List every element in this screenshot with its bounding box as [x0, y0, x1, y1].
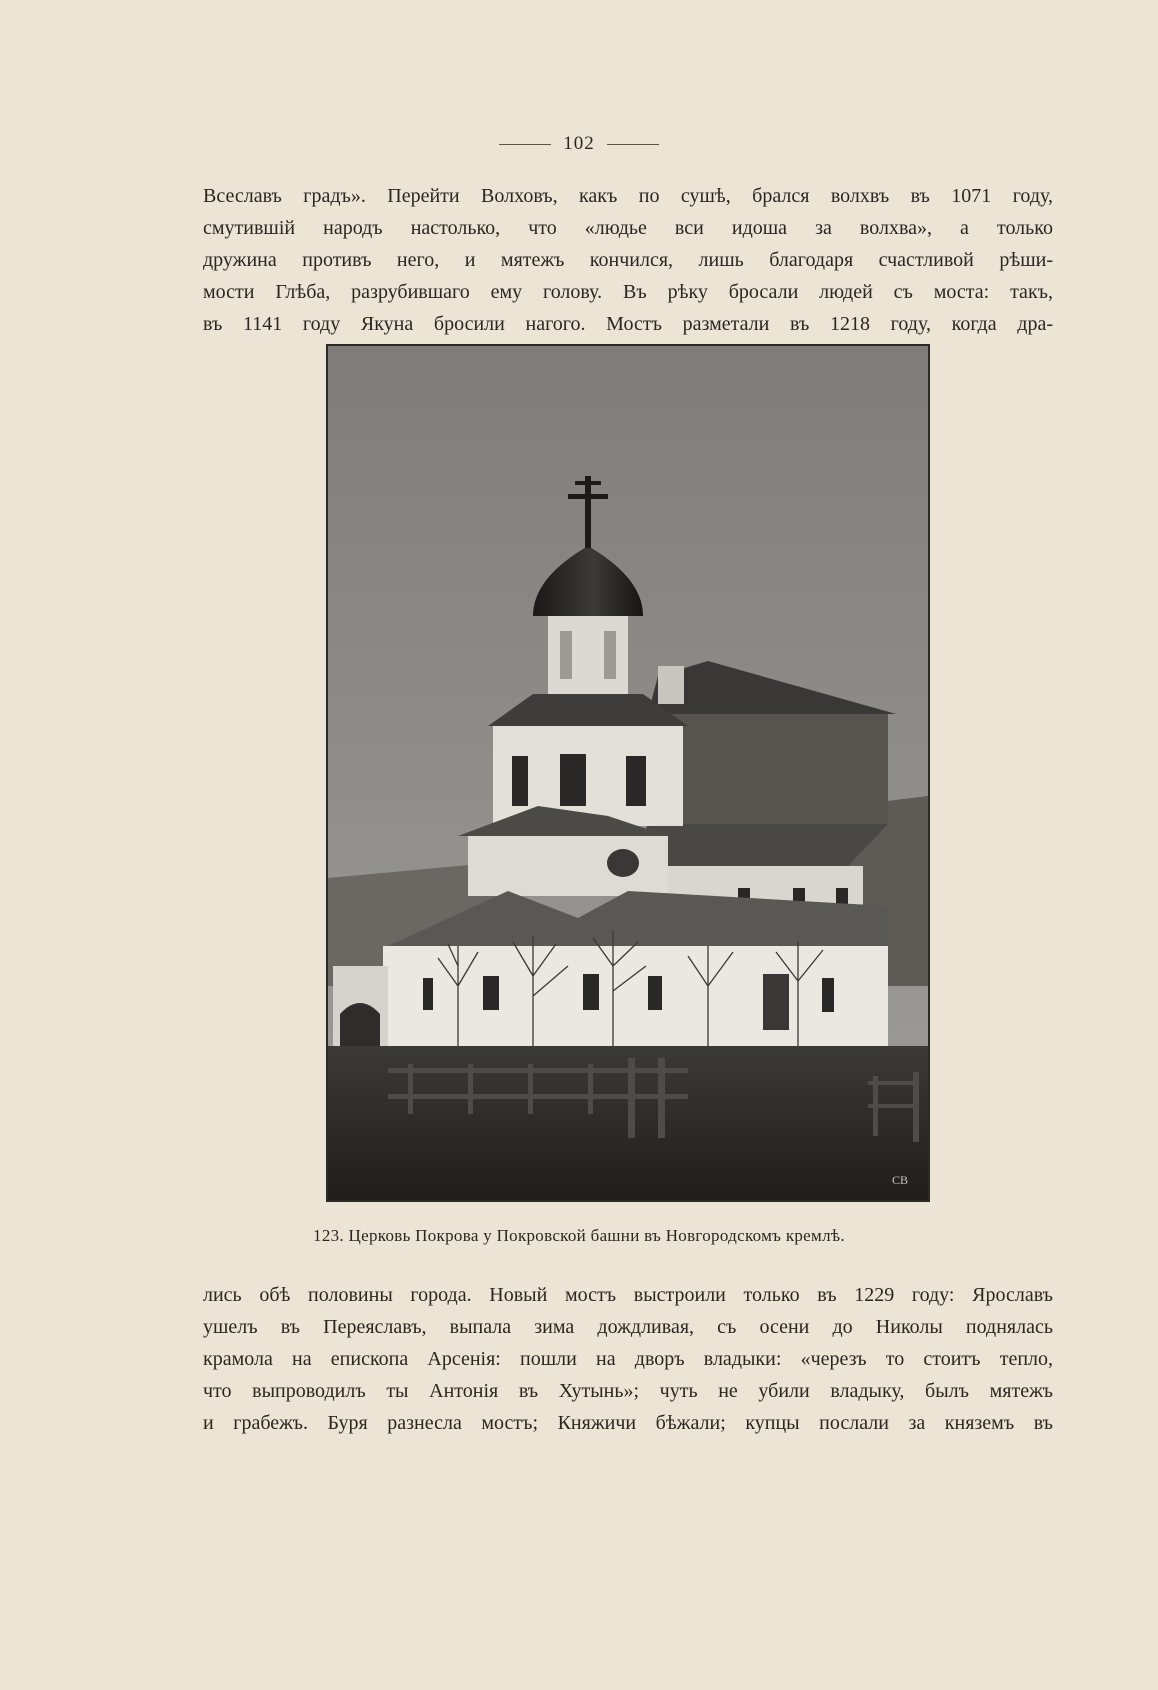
text-line: лись обѣ половины города. Новый мостъ выстроили только въ 1229 году: Ярославъ [203, 1284, 1053, 1306]
tower-chimney [658, 666, 684, 704]
cross-vertical [585, 476, 591, 548]
body-text-bottom [203, 1279, 1053, 1439]
main-wall [383, 946, 888, 1046]
text-line: въ 1141 году Якуна бросили нагого. Мостъ разметали въ 1218 году, когда дра- [203, 313, 1053, 335]
text-line: мости Глѣба, разрубившаго ему голову. Въ рѣку бросали людей съ моста: такъ, [203, 281, 1053, 303]
text-line: что выпроводилъ ты Антонія въ Хутынь»; чуть не убили владыку, былъ мятежъ [203, 1380, 1053, 1402]
tower-body [648, 714, 888, 824]
header-rule-left [499, 144, 551, 145]
figure-caption: 123. Церковь Покрова у Покровской башни въ Новгородскомъ кремлѣ. [313, 1226, 845, 1245]
text-line: дружина противъ него, и мятежъ кончился, лишь благодаря счастливой рѣши- [203, 249, 1053, 271]
text-line: крамола на епископа Арсенія: пошли на дворъ владыки: «черезъ то стоитъ тепло, [203, 1348, 1053, 1370]
text-line: ушелъ въ Переяславъ, выпала зима дождливая, съ осени до Николы поднялась [203, 1316, 1053, 1338]
page-number: 102 [563, 133, 595, 154]
artist-signature: СВ [892, 1173, 909, 1187]
text-line: Всеславъ градъ». Перейти Волховъ, какъ по сушѣ, брался волхвъ въ 1071 году, [203, 185, 1053, 207]
cross-bar [568, 494, 608, 499]
church-illustration [328, 346, 928, 1200]
header-rule-right [607, 144, 659, 145]
gate-arch [340, 1003, 380, 1046]
page-header [0, 133, 1158, 155]
church-photograph [326, 344, 930, 1202]
text-line: смутившій народъ настолько, что «людье вси идоша за волхва», а только [203, 217, 1053, 239]
body-text-top [203, 180, 1053, 340]
text-line: и грабежъ. Буря разнесла мостъ; Княжичи бѣжали; купцы послали за княземъ въ [203, 1412, 1053, 1434]
